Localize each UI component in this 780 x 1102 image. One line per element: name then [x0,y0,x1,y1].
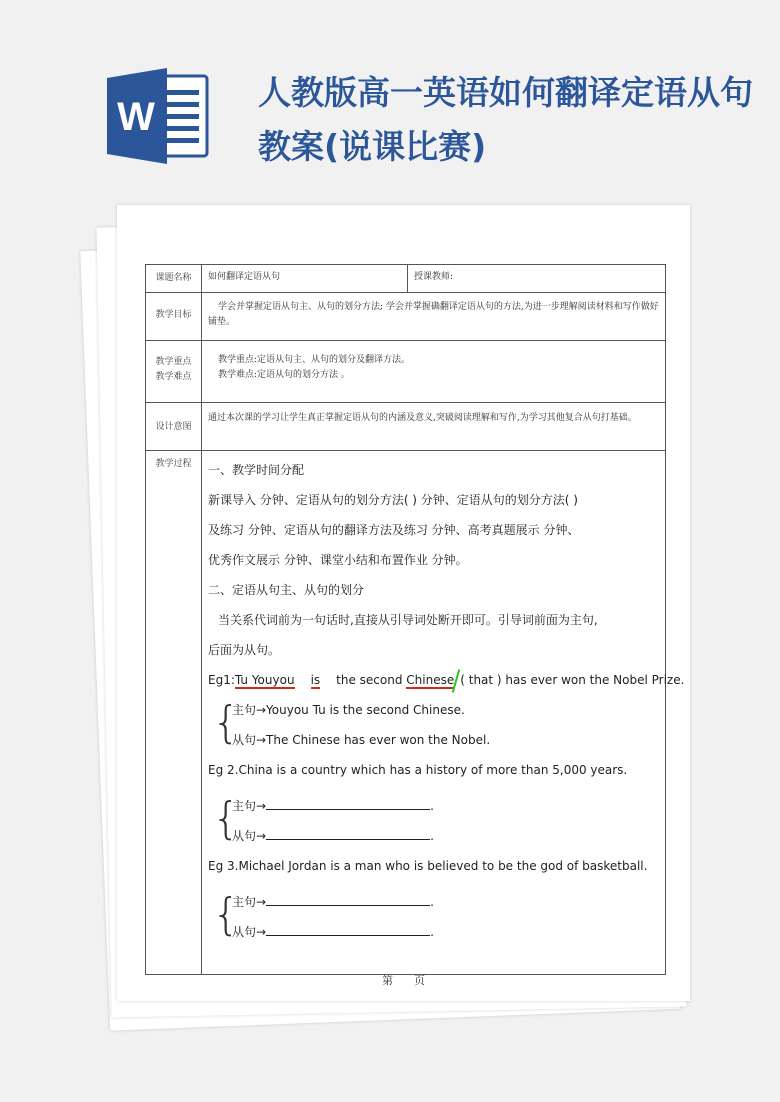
eg1-main-clause: 主句→Youyou Tu is the second Chinese. [232,703,465,717]
goal-label: 教学目标 [146,293,202,341]
rule-paragraph-line-1: 当关系代词前为一句话时,直接从引导词处断开即可。引导词前面为主句, [218,613,598,627]
eg1-antecedent: Chinese [406,673,455,687]
eg1-subject: Tu Youyou [234,673,295,687]
goal-text: 学会并掌握定语从句主、从句的划分方法; 学会并掌握确翻译定语从句的方法,为进一步理解阅读材料和写作做好铺垫。 [202,293,666,341]
brace-mark: { [212,793,240,844]
key-point-text: 教学重点:定语从句主、从句的划分及翻译方法。 [218,355,411,365]
design-text: 通过本次课的学习让学生真正掌握定语从句的内涵及意义,突破阅读理解和写作,为学习其他复合从句打基础。 [202,403,666,451]
rule-paragraph-line-2: 后面为从句。 [208,643,281,657]
eg3-sub-clause: 从句→ . [232,919,659,949]
document-title: 人教版高一英语如何翻译定语从句教案(说课比赛) [258,73,753,166]
eg1-rest: ( that ) has ever won the Nobel Prize. [460,673,685,687]
eg2-sub-clause: 从句→ . [232,823,659,853]
example-2: Eg 2.China is a country which has a history of more than 5,000 years. [208,763,628,777]
section-heading-2: 二、定语从句主、从句的划分 [208,583,365,597]
eg1-sub-clause: 从句→The Chinese has ever won the Nobel. [232,733,491,747]
design-label: 设计意图 [146,403,202,451]
process-label: 教学过程 [146,451,202,975]
key-point-label: 教学重点 [155,357,192,367]
process-content [202,451,685,975]
topic-value: 如何翻译定语从句 [202,265,408,293]
eg1-second: the second [336,673,403,687]
eg1-answer-group [208,697,659,757]
eg2-main-blank[interactable] [266,795,430,810]
time-line-3: 优秀作文展示 分钟、课堂小结和布置作业 分钟。 [208,553,468,567]
difficult-point-label: 教学难点 [155,372,192,382]
brace-mark: { [212,889,240,940]
eg3-answer-group [208,889,659,949]
example-1 [208,667,685,697]
time-line-2: 及练习 分钟、定语从句的翻译方法及练习 分钟、高考真题展示 分钟、 [208,523,580,537]
eg2-sub-blank[interactable] [266,825,430,840]
svg-text:W: W [117,95,155,139]
example-3: Eg 3.Michael Jordan is a man who is believed to be the god of basketball. [208,859,648,873]
brace-mark: { [212,697,240,748]
difficult-point-text: 教学难点:定语从句的划分方法 。 [218,370,350,380]
eg3-sub-blank[interactable] [266,921,430,936]
eg2-answer-group [208,793,659,853]
word-logo-icon [107,68,211,164]
lesson-plan-table [145,264,685,975]
eg2-main-clause: 主句→ . [232,793,659,823]
eg3-main-blank[interactable] [266,891,430,906]
key-difficult-label [146,341,202,403]
eg1-verb: is [310,673,321,687]
key-difficult-text [202,341,666,403]
time-line-1: 新课导入 分钟、定语从句的划分方法( ) 分钟、定语从句的划分方法( ) [208,493,578,507]
teacher-label: 授课教师: [408,265,666,293]
page-number: 第 页 [382,974,425,987]
eg3-main-clause: 主句→ . [232,889,659,919]
topic-label: 课题名称 [146,265,202,293]
section-heading-1: 一、教学时间分配 [208,463,305,477]
eg1-prefix: Eg1: [208,673,235,687]
